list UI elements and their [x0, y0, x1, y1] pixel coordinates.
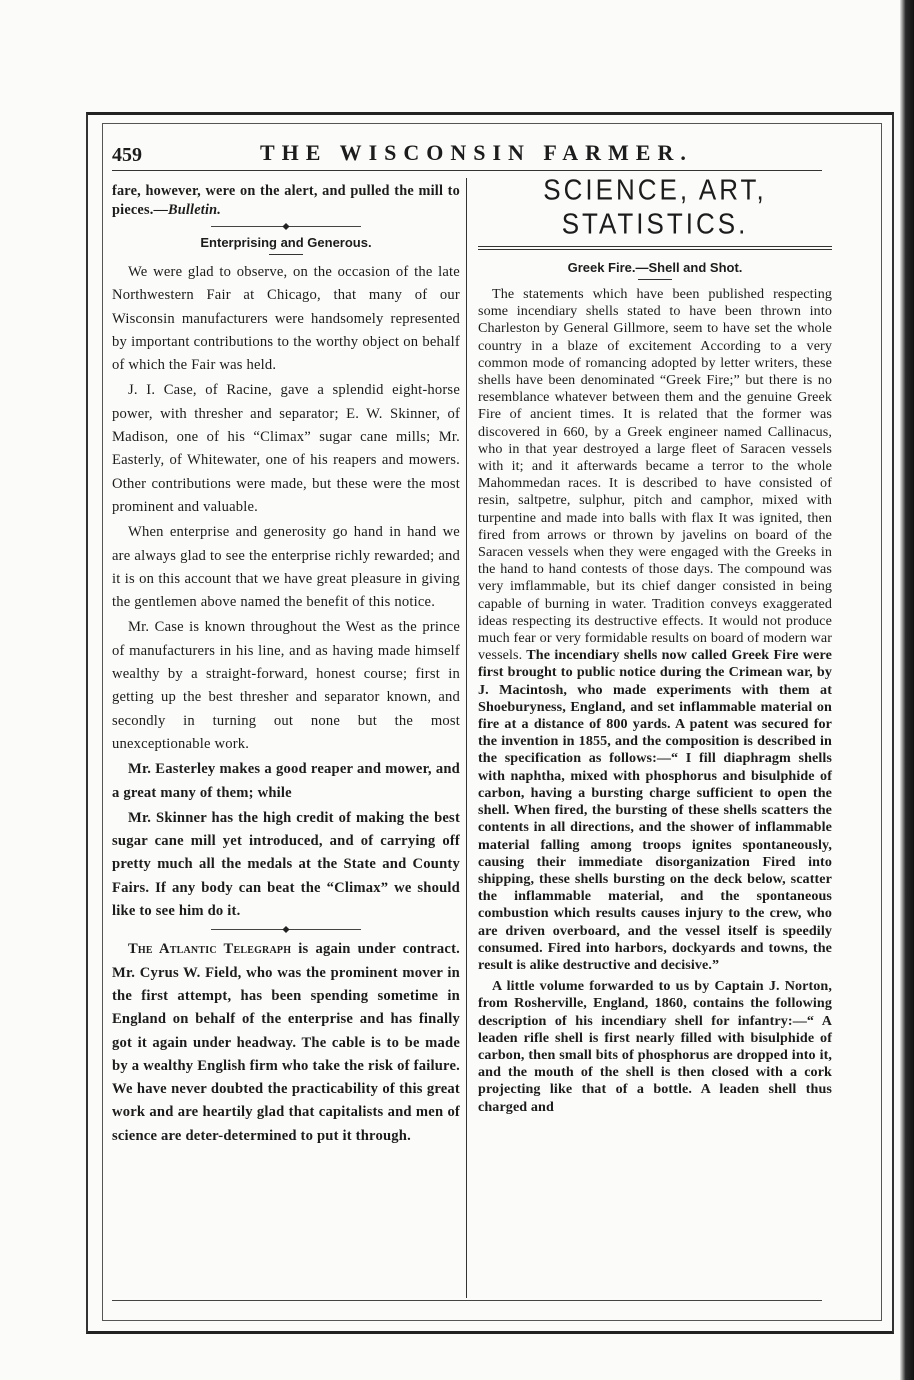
article-paragraph: Mr. Skinner has the high credit of making the best sugar cane mill yet introduced, and of carrying off pretty much all the medals at the State and County Fairs. If any body can beat the “Climax” we should like to see him do it.	[112, 809, 460, 920]
paragraph-text-bold: The incendiary shells now called Greek Fire were first brought to public notice during the Crimean war, by J. Macintosh, who made experiments with them at Shoeburyness, England, and set inflammable material on fire at a distance of 800 yards. A patent was secured for the invention in 1855, and the composition is described in the specification as follows:—“ I fill diaphragm shells with naphtha, mixed with phosphorus and bisulphide of carbon, having a bursting charge sufficient to open the shell. When fired, the bursting of these shells scatters the contents in all directions, and the shower of inflammable material falling among troops ignites spontaneously, causing their immediate disorganization Fired into shipping, these shells bursting on the deck below, scatter the inflammable material, and the spontaneous combustion which results causes injury to the crew, who are driven overboard, and the vessel itself is speedily consumed. Fired into harbors, dockyards and towns, the result is alike destructive and decisive.”	[478, 647, 832, 973]
intro-source: Bulletin.	[168, 202, 222, 218]
intro-fragment	[112, 182, 460, 220]
header-rule	[112, 170, 822, 171]
title-rule	[269, 254, 303, 255]
left-column	[112, 182, 460, 1150]
intro-text: fare, however, were on the alert, and pulled the mill to pieces.—	[112, 183, 460, 218]
telegraph-lead: The Atlantic Telegraph	[128, 941, 292, 958]
article-paragraph	[478, 286, 832, 974]
article-paragraph: Mr. Easterley makes a good reaper and mower, and a great many of them; while	[112, 761, 460, 801]
page-number: 459	[112, 144, 142, 166]
section-rule	[478, 246, 832, 250]
scan-edge	[900, 0, 914, 1380]
article-paragraph: When enterprise and generosity go hand in hand we are always glad to see the enterprise richly rewarded; and it is on this account that we have great pleasure in giving the gentlemen above named the benefit of this notice.	[112, 524, 460, 611]
page-header	[112, 138, 832, 174]
paragraph-text: The statements which have been published respecting some incendiary shells stated to have been thrown into Charleston by General Gillmore, seem to have set the whole country in a blaze of excitement According to a very common mode of romancing adopted by letter writers, these shells have been denominated “Greek Fire;” but there is no resemblance whatever between them and the genuine Greek Fire of ancient times. It is related that the former was discovered in 660, by a Greek engineer named Callinacus, who in that year destroyed a large fleet of Saracen vessels with it; and it afterwards became a terror to the whole Mahommedan races. It is described to have consisted of resin, saltpetre, sulphur, pitch and camphor, mixed with turpentine and made into balls with flax It was ignited, then fired from arrows or thrown by javelins on board of the Saracen vessels when they were engaged with the Greeks in the hand to hand contests of those days. The compound was very imflammable, but its chief danger consisted in being capable of burning in water. Tradition conveys exaggerated ideas respecting its destructive effects. It would not produce much fear or very formidable results on board of modern war vessels.	[478, 286, 832, 664]
article-title: Enterprising and Generous.	[200, 235, 372, 250]
article-paragraph: J. I. Case, of Racine, gave a splendid eight-horse power, with thresher and separator; E. W. Skinner, of Madison, one of his “Climax” sugar cane mills; Mr. Easterly, of Whitewater, one of his reapers and mowers. Other contributions were made, but these were the most prominent and valuable.	[112, 382, 460, 515]
separator-rule	[211, 929, 361, 930]
article-paragraph: We were glad to observe, on the occasion of the late Northwestern Fair at Chicago, that many of our Wisconsin manufacturers were handsomely represented by important contributions to the worthy object on behalf of which the Fair was held.	[112, 264, 460, 374]
telegraph-paragraph	[112, 938, 460, 1148]
section-heading: SCIENCE, ART, STATISTICS.	[543, 172, 767, 240]
journal-title: THE WISCONSIN FARMER.	[260, 140, 693, 165]
article-paragraph: Mr. Case is known throughout the West as the prince of manufacturers in his line, and as having made himself wealthy by a straight-forward, honest course; first in getting up the best thresher and separator known, and secondly in turning out none but the most unexceptionable work.	[112, 619, 460, 752]
right-column	[478, 172, 832, 1116]
telegraph-text: is again under contract. Mr. Cyrus W. Field, who was the prominent mover in the first attempt, has been spending sometime in England on behalf of the enterprise and has finally got it again under headway. The cable is to be made by a wealthy English firm who take the risk of failure. We have never doubted the practicability of this great work and are heartily glad that capitalists and men of science are deter-determined to put it through.	[112, 941, 460, 1144]
title-rule	[638, 279, 672, 280]
article-paragraph: A little volume forwarded to us by Captain J. Norton, from Rosherville, England, 1860, contains the following description of his incendiary shell for infantry:—“ A leaden rifle shell is first nearly filled with bisulphide of carbon, then small bits of phosphorus are dropped into it, and the mouth of the shell is then closed with a cork projecting like that of a bottle. A leaden shell thus charged and	[478, 978, 832, 1115]
article-title: Greek Fire.—Shell and Shot.	[567, 260, 743, 275]
separator-rule	[211, 226, 361, 227]
column-divider	[466, 178, 467, 1298]
bottom-rule	[112, 1300, 822, 1301]
